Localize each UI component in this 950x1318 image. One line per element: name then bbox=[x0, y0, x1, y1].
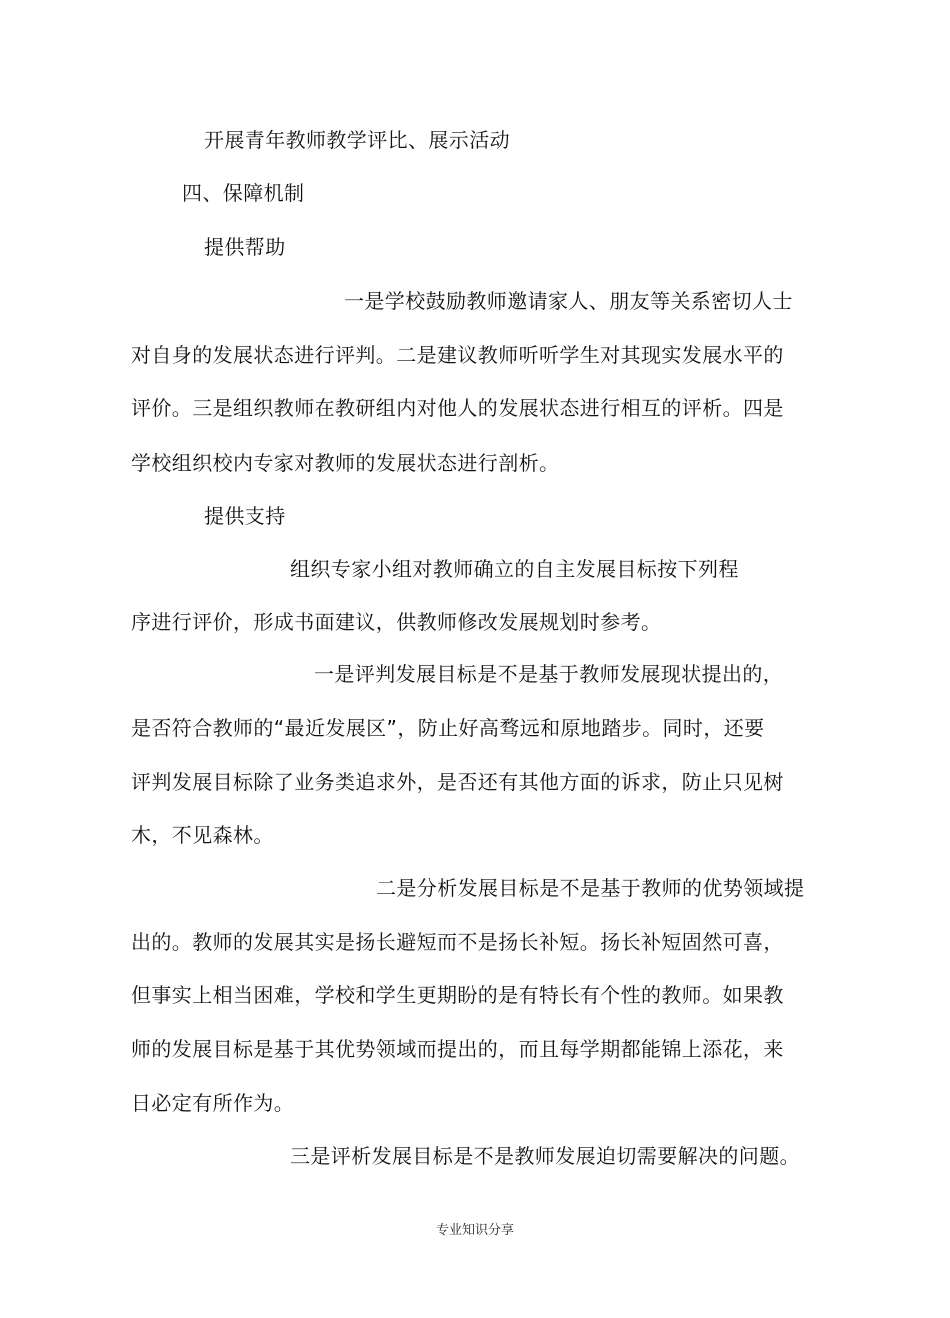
paragraph-line: 日必定有所作为。 bbox=[131, 1091, 295, 1115]
list-item-activity: 开展青年教师教学评比、展示活动 bbox=[204, 128, 510, 152]
paragraph-line: 但事实上相当困难，学校和学生更期盼的是有特长有个性的教师。如果教 bbox=[131, 983, 784, 1007]
paragraph-line: 一是学校鼓励教师邀请家人、朋友等关系密切人士 bbox=[344, 289, 793, 313]
section-heading: 四、保障机制 bbox=[182, 181, 305, 205]
paragraph-line: 木，不见森林。 bbox=[131, 823, 274, 847]
paragraph-line: 二是分析发展目标是不是基于教师的优势领域提 bbox=[376, 876, 805, 900]
paragraph-line: 评价。三是组织教师在教研组内对他人的发展状态进行相互的评析。四是 bbox=[131, 396, 784, 420]
paragraph-line: 三是评析发展目标是不是教师发展迫切需要解决的问题。 bbox=[290, 1144, 800, 1168]
paragraph-line: 序进行评价，形成书面建议，供教师修改发展规划时参考。 bbox=[131, 610, 662, 634]
paragraph-line: 组织专家小组对教师确立的自主发展目标按下列程 bbox=[290, 557, 739, 581]
paragraph-line: 师的发展目标是基于其优势领域而提出的，而且每学期都能锦上添花，来 bbox=[131, 1037, 784, 1061]
paragraph-line: 是否符合教师的“最近发展区”，防止好高骛远和原地踏步。同时，还要 bbox=[131, 716, 765, 740]
paragraph-line: 出的。教师的发展其实是扬长避短而不是扬长补短。扬长补短固然可喜， bbox=[131, 930, 784, 954]
subheading-help: 提供帮助 bbox=[204, 235, 286, 259]
subheading-support: 提供支持 bbox=[204, 504, 286, 528]
page-footer: 专业知识分享 bbox=[435, 1223, 514, 1238]
paragraph-line: 一是评判发展目标是不是基于教师发展现状提出的， bbox=[314, 662, 784, 686]
paragraph-line: 学校组织校内专家对教师的发展状态进行剖析。 bbox=[131, 451, 560, 475]
paragraph-line: 评判发展目标除了业务类追求外，是否还有其他方面的诉求，防止只见树 bbox=[131, 770, 784, 794]
paragraph-line: 对自身的发展状态进行评判。二是建议教师听听学生对其现实发展水平的 bbox=[131, 343, 784, 367]
